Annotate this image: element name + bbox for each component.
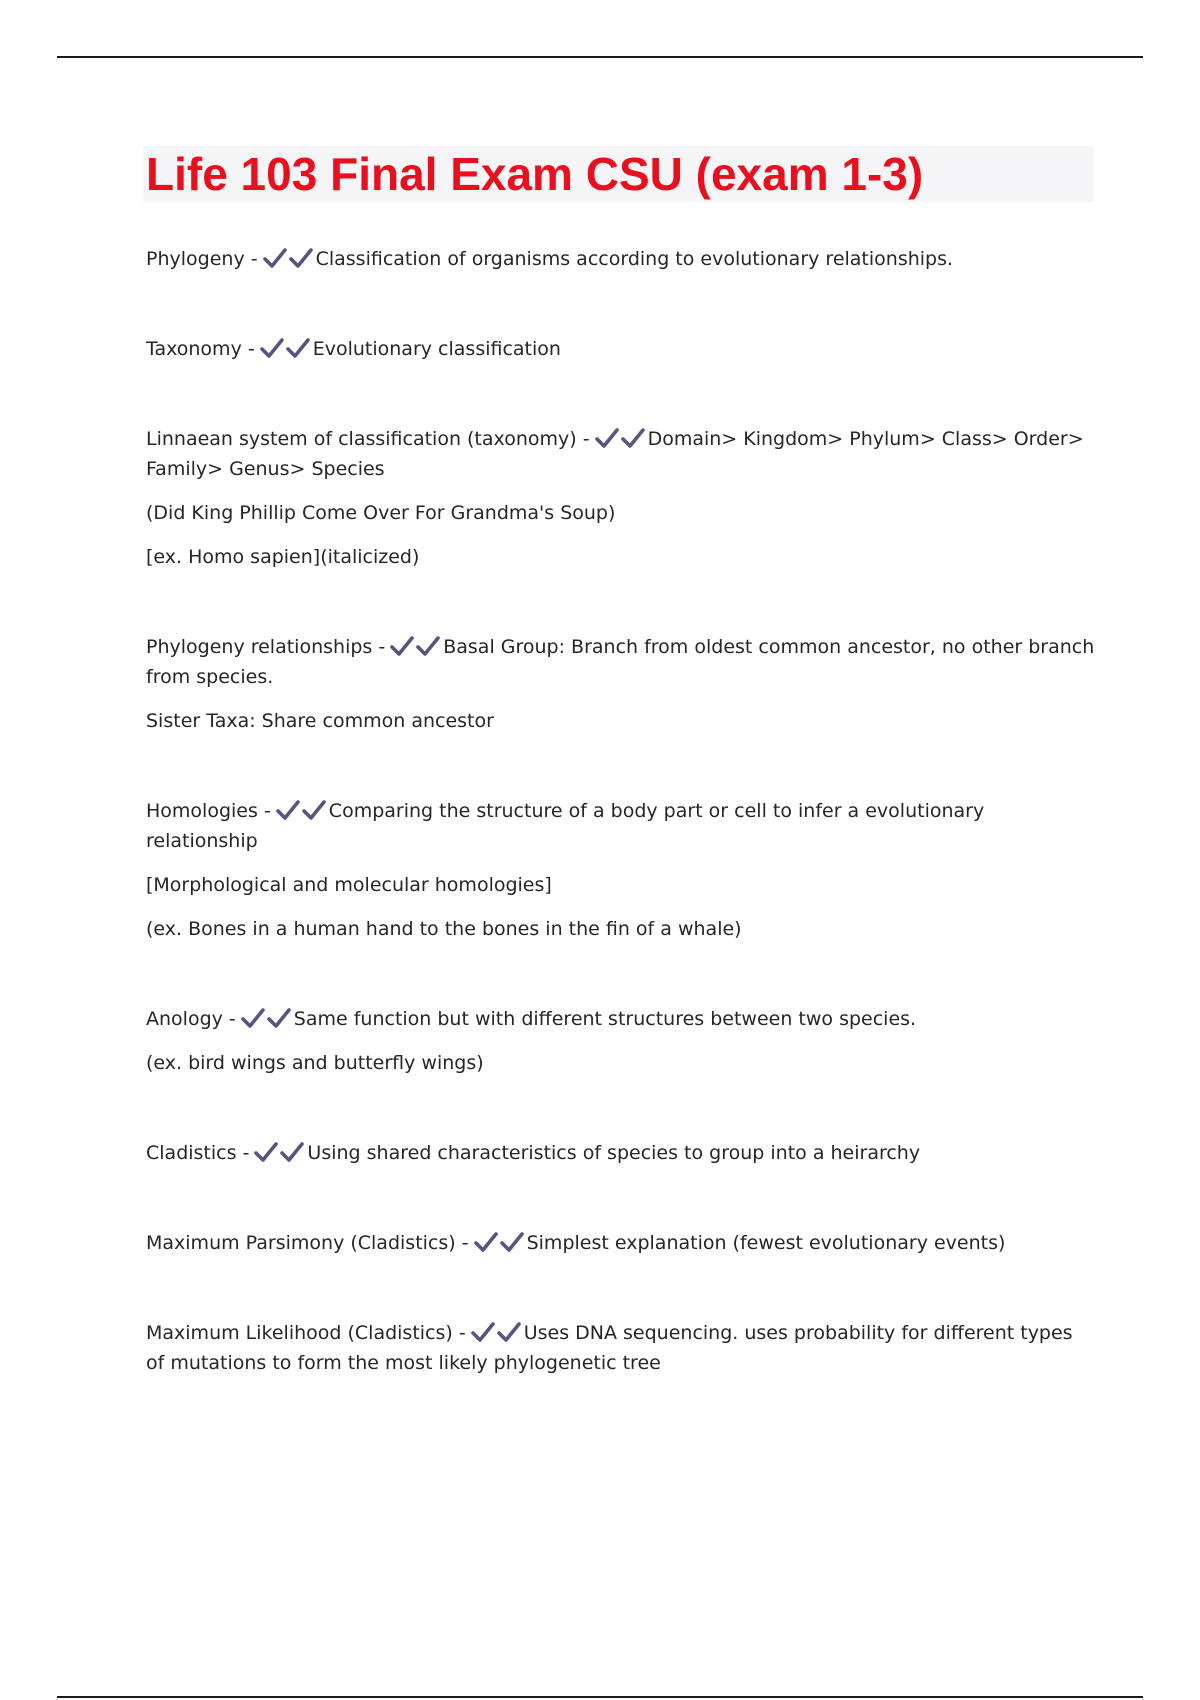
entry-line: [146, 1228, 1096, 1258]
entry-list: [146, 244, 1096, 1438]
checkmark-icon: [594, 427, 620, 449]
glossary-entry: [146, 424, 1096, 572]
checkmark-icon: [275, 799, 301, 821]
checkmark-icon: [259, 337, 285, 359]
checkmark-pair: [253, 1138, 305, 1168]
term-separator: -: [458, 1322, 466, 1344]
checkmark-icon: [620, 427, 646, 449]
term-separator: -: [263, 800, 271, 822]
glossary-entry: [146, 244, 1096, 274]
entry-definition: Domain> Kingdom> Phylum> Class> Order> Family> Genus> Species: [146, 428, 1084, 480]
checkmark-icon: [266, 1007, 292, 1029]
entry-note: Sister Taxa: Share common ancestor: [146, 710, 494, 732]
entry-definition: Same function but with different structures between two species.: [293, 1008, 917, 1030]
entry-definition: Basal Group: Branch from oldest common ancestor, no other branch from species.: [146, 636, 1095, 688]
entry-line: [146, 796, 1096, 856]
term-separator: -: [582, 428, 590, 450]
entry-term: Anology: [146, 1008, 223, 1030]
entry-definition: Classification of organisms according to evolutionary relationships.: [315, 248, 954, 270]
glossary-entry: [146, 632, 1096, 736]
term-separator: -: [242, 1142, 250, 1164]
checkmark-icon: [470, 1321, 496, 1343]
entry-note: [ex. Homo sapien](italicized): [146, 546, 420, 568]
entry-line: [146, 1004, 1096, 1034]
entry-term: Phylogeny relationships: [146, 636, 373, 658]
entry-line: [146, 334, 1096, 364]
entry-term: Homologies: [146, 800, 258, 822]
checkmark-icon: [279, 1141, 305, 1163]
glossary-entry: [146, 1138, 1096, 1168]
glossary-entry: [146, 1228, 1096, 1258]
checkmark-icon: [301, 799, 327, 821]
entry-definition: Uses DNA sequencing. uses probability for different types of mutations to form the most likely phylogenetic tree: [146, 1322, 1073, 1374]
entry-term: Linnaean system of classification (taxonomy): [146, 428, 577, 450]
top-rule: [57, 56, 1143, 58]
entry-term: Taxonomy: [146, 338, 242, 360]
checkmark-icon: [253, 1141, 279, 1163]
entry-definition: Comparing the structure of a body part or cell to infer a evolutionary relationship: [146, 800, 985, 852]
term-separator: -: [461, 1232, 469, 1254]
term-separator: -: [250, 248, 258, 270]
entry-line: [146, 1318, 1096, 1378]
checkmark-icon: [499, 1231, 525, 1253]
checkmark-pair: [594, 424, 646, 454]
entry-note: (Did King Phillip Come Over For Grandma's Soup): [146, 502, 616, 524]
glossary-entry: [146, 334, 1096, 364]
entry-definition: Simplest explanation (fewest evolutionary events): [526, 1232, 1006, 1254]
checkmark-pair: [473, 1228, 525, 1258]
checkmark-icon: [288, 247, 314, 269]
entry-definition: Using shared characteristics of species to group into a heirarchy: [307, 1142, 921, 1164]
glossary-entry: [146, 796, 1096, 944]
entry-term: Maximum Parsimony (Cladistics): [146, 1232, 456, 1254]
checkmark-pair: [259, 334, 311, 364]
checkmark-icon: [389, 635, 415, 657]
term-separator: -: [247, 338, 255, 360]
checkmark-icon: [285, 337, 311, 359]
checkmark-pair: [275, 796, 327, 826]
checkmark-icon: [496, 1321, 522, 1343]
entry-line: [146, 1138, 1096, 1168]
document-title: Life 103 Final Exam CSU (exam 1-3): [146, 148, 924, 200]
entry-line: [146, 244, 1096, 274]
checkmark-pair: [262, 244, 314, 274]
checkmark-pair: [240, 1004, 292, 1034]
term-separator: -: [378, 636, 386, 658]
entry-definition: Evolutionary classification: [312, 338, 561, 360]
entry-line: [146, 424, 1096, 484]
checkmark-pair: [389, 632, 441, 662]
entry-term: Cladistics: [146, 1142, 237, 1164]
entry-term: Phylogeny: [146, 248, 245, 270]
bottom-rule: [57, 1696, 1143, 1698]
term-separator: -: [228, 1008, 236, 1030]
glossary-entry: [146, 1004, 1096, 1078]
checkmark-icon: [262, 247, 288, 269]
glossary-entry: [146, 1318, 1096, 1378]
entry-note: (ex. Bones in a human hand to the bones in the fin of a whale): [146, 918, 742, 940]
checkmark-icon: [415, 635, 441, 657]
entry-note: (ex. bird wings and butterfly wings): [146, 1052, 484, 1074]
checkmark-icon: [473, 1231, 499, 1253]
checkmark-pair: [470, 1318, 522, 1348]
entry-line: [146, 632, 1096, 692]
checkmark-icon: [240, 1007, 266, 1029]
entry-note: [Morphological and molecular homologies]: [146, 874, 552, 896]
entry-term: Maximum Likelihood (Cladistics): [146, 1322, 453, 1344]
